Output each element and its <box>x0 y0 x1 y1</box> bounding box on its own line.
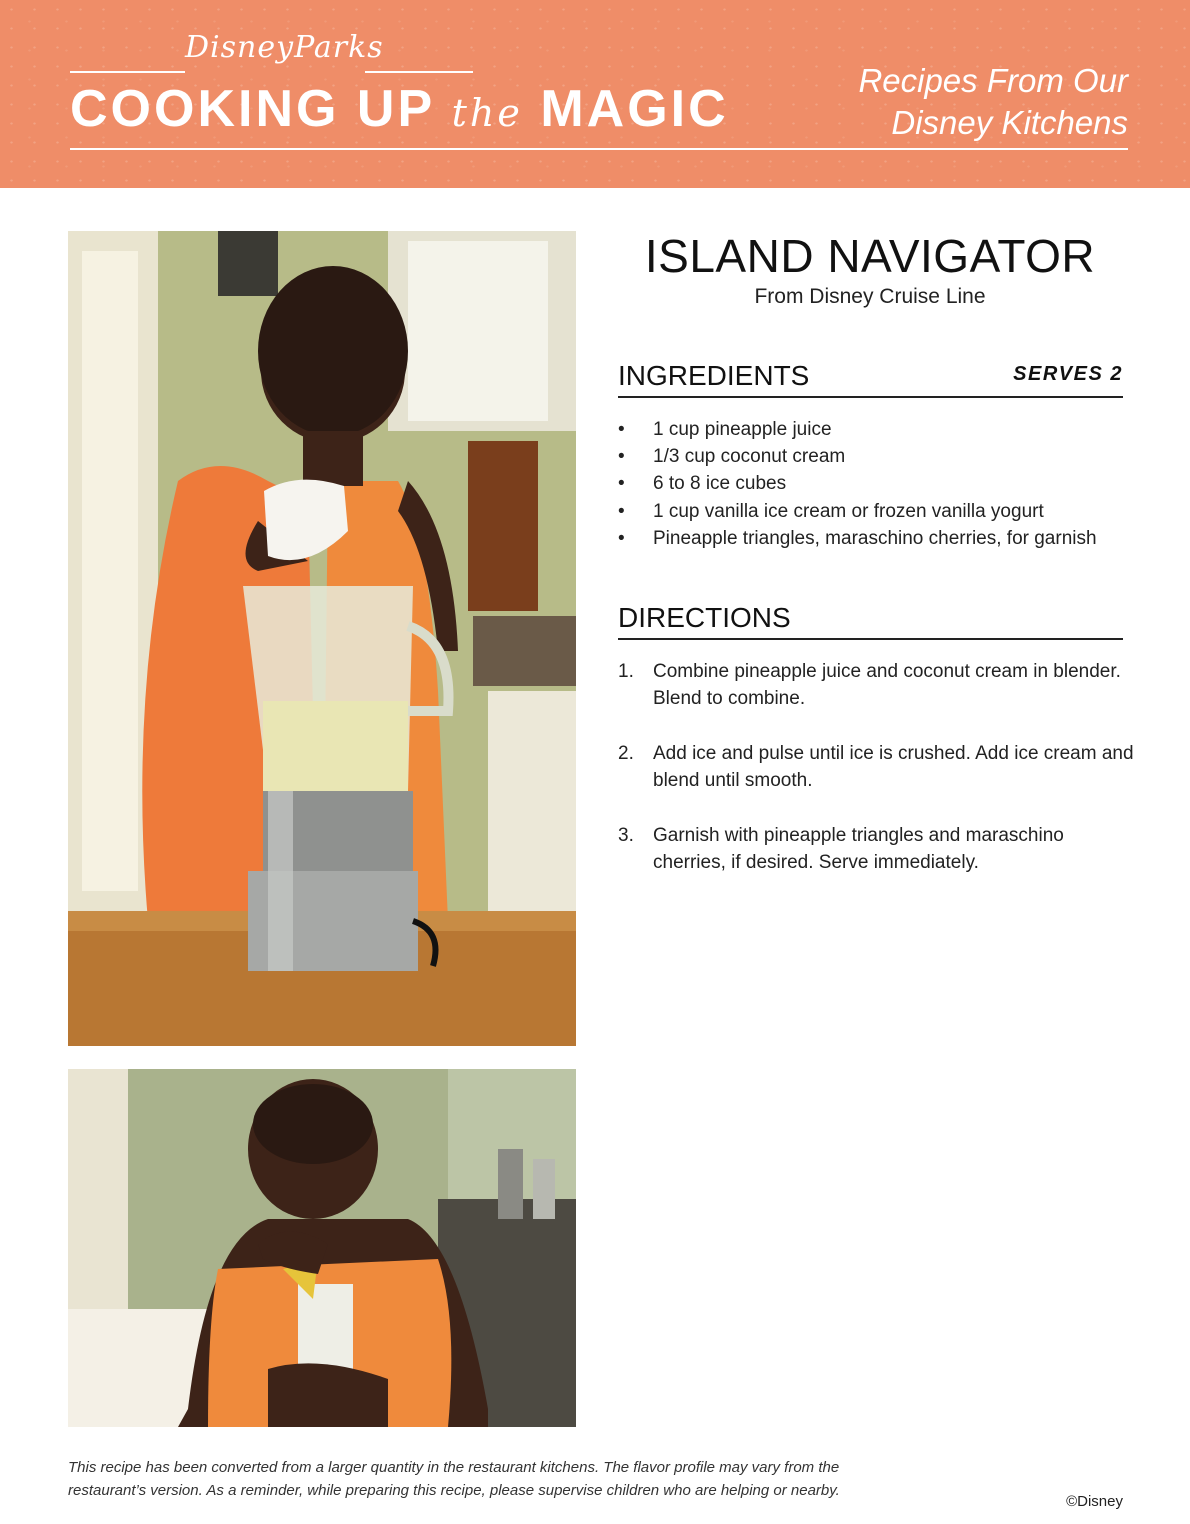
ingredient-item <box>618 525 1097 552</box>
recipe-title: ISLAND NAVIGATOR <box>644 230 1096 282</box>
tagline-line1: Recipes From Our <box>858 62 1128 99</box>
step-number: 3. <box>618 824 634 846</box>
disney-parks-logo: DisneyParks <box>185 30 384 65</box>
header-banner <box>0 0 1190 188</box>
brand-main-part1: COOKING UP <box>70 80 452 138</box>
directions-heading <box>618 602 1123 640</box>
ingredient-text: 1 cup vanilla ice cream or frozen vanilla yogurt <box>653 500 1044 522</box>
bullet-icon: • <box>618 446 625 468</box>
bullet-icon: • <box>618 473 625 495</box>
photo-girl-with-drink <box>68 1069 576 1427</box>
ingredients-heading <box>618 360 1123 398</box>
direction-step <box>618 740 1138 794</box>
step-text: Add ice and pulse until ice is crushed. Add ice cream and blend until smooth. <box>653 742 1134 792</box>
step-text: Garnish with pineapple triangles and maraschino cherries, if desired. Serve immediately. <box>653 824 1064 874</box>
step-number: 1. <box>618 661 634 682</box>
logo-rule-left <box>70 71 185 73</box>
step-text: Combine pineapple juice and coconut cream in blender. Blend to combine. <box>653 661 1121 710</box>
ingredient-item <box>618 416 1097 443</box>
ingredient-text: 6 to 8 ice cubes <box>653 473 787 495</box>
serves-label: SERVES 2 <box>1013 363 1123 385</box>
ingredient-item <box>618 498 1097 525</box>
ingredients-list <box>618 416 1097 552</box>
direction-step <box>618 658 1138 712</box>
brand-main-part2: MAGIC <box>522 80 729 138</box>
recipe-subtitle: From Disney Cruise Line <box>754 285 986 308</box>
directions-list <box>618 658 1138 904</box>
photo-girl-using-blender <box>68 231 576 1046</box>
disclaimer-text <box>68 1456 968 1502</box>
ingredient-item <box>618 443 1097 470</box>
header-tagline <box>858 60 1128 144</box>
disclaimer-line1: This recipe has been converted from a larger quantity in the restaurant kitchens. The flavor profile may vary from the <box>68 1459 840 1476</box>
ingredients-heading-label: INGREDIENTS <box>618 360 810 391</box>
header-rule-bottom <box>70 148 1128 150</box>
logo-rule-right <box>365 71 473 73</box>
cooking-up-the-magic-logo <box>70 80 729 142</box>
directions-heading-label: DIRECTIONS <box>618 602 791 633</box>
ingredient-text: 1 cup pineapple juice <box>653 419 832 440</box>
ingredient-text: Pineapple triangles, maraschino cherries, for garnish <box>653 527 1097 549</box>
ingredient-text: 1/3 cup coconut cream <box>653 446 846 468</box>
direction-step <box>618 822 1138 876</box>
tagline-line2: Disney Kitchens <box>891 104 1128 141</box>
ingredient-item <box>618 470 1097 497</box>
copyright-notice: ©Disney <box>1066 1493 1123 1510</box>
brand-main-the: the <box>451 91 523 135</box>
step-number: 2. <box>618 742 634 764</box>
bullet-icon: • <box>618 527 625 549</box>
disclaimer-line2: restaurant’s version. As a reminder, while preparing this recipe, please supervise children who are helping or nearby. <box>68 1482 840 1499</box>
bullet-icon: • <box>618 500 625 522</box>
bullet-icon: • <box>618 419 625 440</box>
